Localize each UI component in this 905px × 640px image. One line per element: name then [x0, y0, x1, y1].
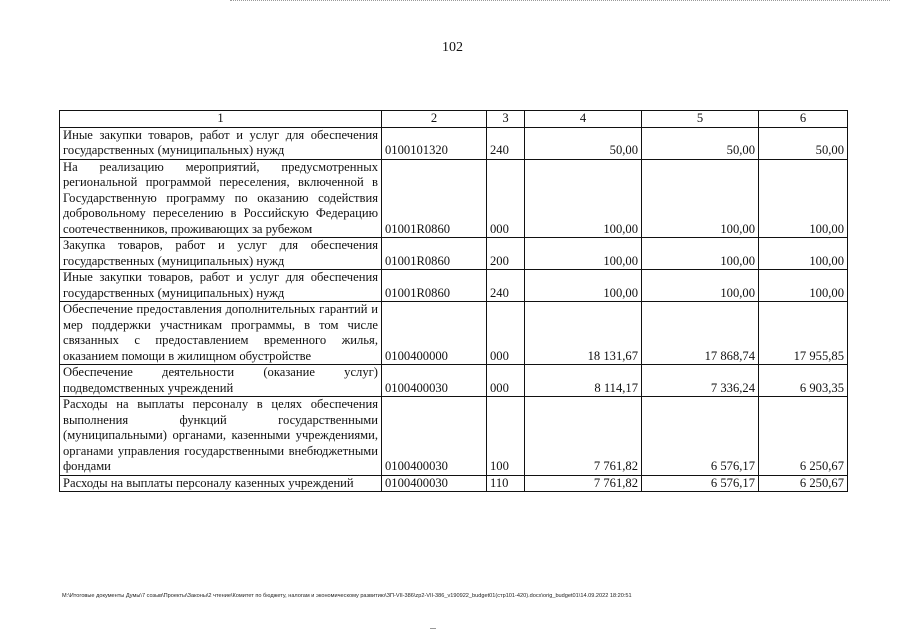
row-type-cell: 240 [487, 127, 525, 159]
row-code-cell: 0100400030 [382, 397, 487, 476]
row-value-1-cell: 100,00 [525, 270, 642, 302]
row-value-3-cell: 100,00 [759, 270, 848, 302]
row-code-cell: 0100400030 [382, 365, 487, 397]
row-code-cell: 0100400000 [382, 302, 487, 365]
row-value-2-cell: 100,00 [642, 159, 759, 238]
row-value-1-cell: 8 114,17 [525, 365, 642, 397]
row-value-1-cell: 100,00 [525, 159, 642, 238]
table-row [60, 302, 848, 365]
row-type-cell: 000 [487, 365, 525, 397]
row-value-3-cell: 100,00 [759, 159, 848, 238]
table-row [60, 127, 848, 159]
row-value-2-cell: 100,00 [642, 238, 759, 270]
row-value-1-cell: 7 761,82 [525, 397, 642, 476]
row-code-cell: 0100400030 [382, 475, 487, 492]
row-code-cell: 0100101320 [382, 127, 487, 159]
row-name-cell: Иные закупки товаров, работ и услуг для обеспечения государственных (муниципальных) нужд [60, 270, 382, 302]
row-value-3-cell: 17 955,85 [759, 302, 848, 365]
page-number: 102 [442, 40, 463, 55]
budget-table [59, 110, 848, 492]
document-file-path: M:\Итоговые документы Думы\7 созыв\Проекты\Законы\2 чтение\Комитет по бюджету, налогам и экономическому развитию\ЗП-VII-386\zp2-VII-386_v190922_budget01(стр101-420).docx\orig_budget01\14.09.2022 18:20:51 [62, 593, 632, 599]
row-name-cell: Иные закупки товаров, работ и услуг для обеспечения государственных (муниципальных) нужд [60, 127, 382, 159]
row-value-3-cell: 100,00 [759, 238, 848, 270]
row-value-3-cell: 6 250,67 [759, 475, 848, 492]
row-code-cell: 01001R0860 [382, 270, 487, 302]
row-value-1-cell: 50,00 [525, 127, 642, 159]
table-row [60, 270, 848, 302]
table-row [60, 159, 848, 238]
table-row [60, 397, 848, 476]
row-value-2-cell: 50,00 [642, 127, 759, 159]
header-col-3: 3 [487, 111, 525, 128]
budget-table-body [60, 111, 848, 492]
row-code-cell: 01001R0860 [382, 238, 487, 270]
row-name-cell: Расходы на выплаты персоналу казенных учреждений [60, 475, 382, 492]
row-value-2-cell: 17 868,74 [642, 302, 759, 365]
row-name-cell: Обеспечение деятельности (оказание услуг) подведомственных учреждений [60, 365, 382, 397]
row-value-2-cell: 6 576,17 [642, 475, 759, 492]
row-type-cell: 200 [487, 238, 525, 270]
header-col-5: 5 [642, 111, 759, 128]
row-name-cell: На реализацию мероприятий, предусмотренных региональной программой переселения, включенной в Государственную программу по оказанию содействия добровольному переселению в Российскую Федерацию соотечественников, проживающих за рубежом [60, 159, 382, 238]
row-value-2-cell: 7 336,24 [642, 365, 759, 397]
table-row [60, 475, 848, 492]
row-type-cell: 240 [487, 270, 525, 302]
row-type-cell: 110 [487, 475, 525, 492]
row-name-cell: Расходы на выплаты персоналу в целях обеспечения выполнения функций государственными (муниципальными) органами, казенными учреждениями, органами управления государственными внебюджетными фондами [60, 397, 382, 476]
row-type-cell: 100 [487, 397, 525, 476]
row-value-2-cell: 100,00 [642, 270, 759, 302]
header-col-4: 4 [525, 111, 642, 128]
row-value-1-cell: 18 131,67 [525, 302, 642, 365]
table-row [60, 365, 848, 397]
header-col-1: 1 [60, 111, 382, 128]
row-type-cell: 000 [487, 159, 525, 238]
scan-mark [430, 628, 436, 629]
row-type-cell: 000 [487, 302, 525, 365]
row-value-3-cell: 6 250,67 [759, 397, 848, 476]
table-header-row [60, 111, 848, 128]
row-value-1-cell: 100,00 [525, 238, 642, 270]
row-value-1-cell: 7 761,82 [525, 475, 642, 492]
header-col-2: 2 [382, 111, 487, 128]
row-name-cell: Закупка товаров, работ и услуг для обеспечения государственных (муниципальных) нужд [60, 238, 382, 270]
scan-edge-rule [230, 0, 890, 3]
row-value-3-cell: 50,00 [759, 127, 848, 159]
row-name-cell: Обеспечение предоставления дополнительных гарантий и мер поддержки участникам программы, в том числе связанных с предоставлением временного жилья, оказанием помощи в жилищном обустройстве [60, 302, 382, 365]
row-value-2-cell: 6 576,17 [642, 397, 759, 476]
row-code-cell: 01001R0860 [382, 159, 487, 238]
row-value-3-cell: 6 903,35 [759, 365, 848, 397]
header-col-6: 6 [759, 111, 848, 128]
table-row [60, 238, 848, 270]
